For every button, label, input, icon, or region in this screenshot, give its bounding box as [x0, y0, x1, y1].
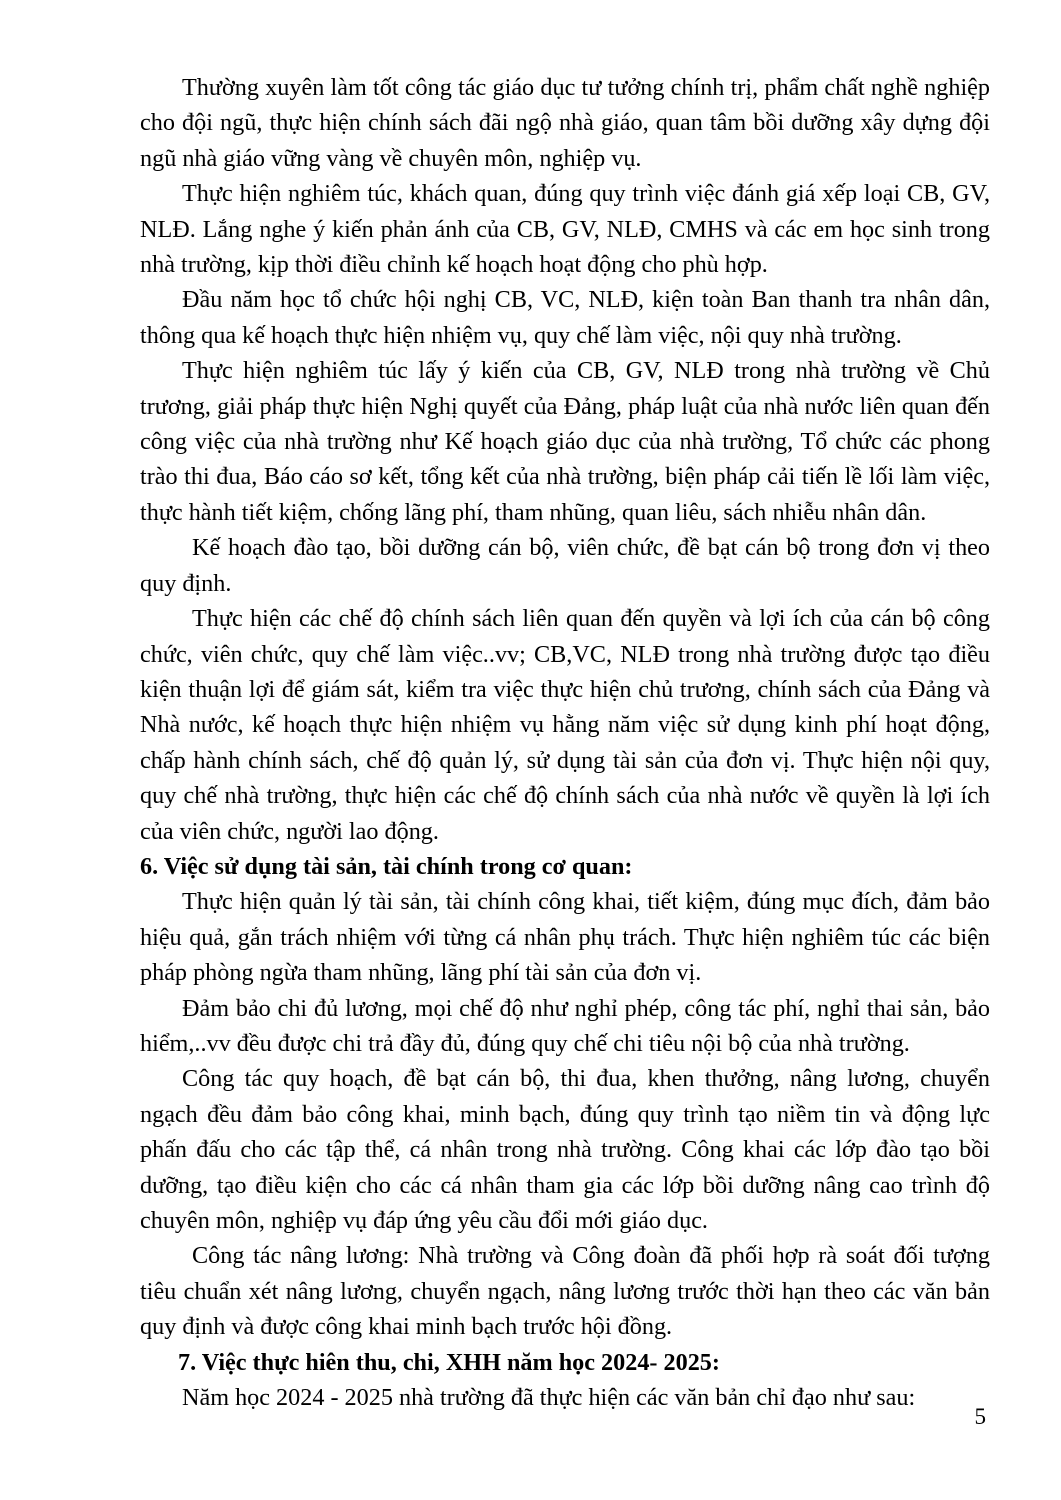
heading-section-6: 6. Việc sử dụng tài sản, tài chính trong cơ quan:	[140, 852, 633, 880]
document-body	[140, 70, 990, 1415]
paragraph-staff-evaluation: Thực hiện nghiêm túc, khách quan, đúng quy trình việc đánh giá xếp loại CB, GV, NLĐ. Lắng nghe ý kiến phản ánh của CB, GV, NLĐ, CMHS và các em học sinh trong nhà trường, kịp thời điều chỉnh kế hoạch hoạt động cho phù hợp.	[140, 180, 990, 279]
paragraph-collecting-opinions: Thực hiện nghiêm túc lấy ý kiến của CB, GV, NLĐ trong nhà trường về Chủ trương, giải pháp thực hiện Nghị quyết của Đảng, pháp luật của nhà nước liên quan đến công việc của nhà trường như Kế hoạch giáo dục của nhà trường, Tổ chức các phong trào thi đua, Báo cáo sơ kết, tổng kết của nhà trường, biện pháp cải tiến lề lối làm việc, thực hành tiết kiệm, chống lãng phí, tham nhũng, quan liêu, sách nhiễu nhân dân.	[140, 357, 990, 526]
paragraph-training-plan: Kế hoạch đào tạo, bồi dưỡng cán bộ, viên chức, đề bạt cán bộ trong đơn vị theo quy định.	[140, 534, 990, 597]
heading-section-7: 7. Việc thực hiên thu, chi, XHH năm học 2024- 2025:	[178, 1348, 720, 1376]
paragraph-salary-payment: Đảm bảo chi đủ lương, mọi chế độ như nghỉ phép, công tác phí, nghỉ thai sản, bảo hiểm,..vv đều được chi trả đầy đủ, đúng quy chế chi tiêu nội bộ của nhà trường.	[140, 994, 990, 1057]
paragraph-school-year-documents: Năm học 2024 - 2025 nhà trường đã thực hiện các văn bản chỉ đạo như sau:	[182, 1384, 916, 1412]
paragraph-salary-raise-work: Công tác nâng lương: Nhà trường và Công đoàn đã phối hợp rà soát đối tượng tiêu chuẩn xét nâng lương, chuyển ngạch, nâng lương trước thời hạn theo các văn bản quy định và được công khai minh bạch trước hội đồng.	[140, 1242, 990, 1341]
paragraph-policies-benefits: Thực hiện các chế độ chính sách liên quan đến quyền và lợi ích của cán bộ công chức, viên chức, quy chế làm việc..vv; CB,VC, NLĐ trong nhà trường được tạo điều kiện thuận lợi để giám sát, kiểm tra việc thực hiện chủ trương, chính sách của Đảng và Nhà nước, kế hoạch thực hiện nhiệm vụ hằng năm việc sử dụng kinh phí hoạt động, chấp hành chính sách, chế độ quản lý, sử dụng tài sản của đơn vị. Thực hiện nội quy, quy chế nhà trường, thực hiện các chế độ chính sách của nhà nước về quyền là lợi ích của viên chức, người lao động.	[140, 605, 990, 845]
paragraph-asset-management: Thực hiện quản lý tài sản, tài chính công khai, tiết kiệm, đúng mục đích, đảm bảo hiệu quả, gắn trách nhiệm với từng cá nhân phụ trách. Thực hiện nghiêm túc các biện pháp phòng ngừa tham nhũng, lãng phí tài sản của đơn vị.	[140, 888, 990, 987]
paragraph-political-education: Thường xuyên làm tốt công tác giáo dục tư tưởng chính trị, phẩm chất nghề nghiệp cho đội ngũ, thực hiện chính sách đãi ngộ nhà giáo, quan tâm bồi dưỡng xây dựng đội ngũ nhà giáo vững vàng về chuyên môn, nghiệp vụ.	[140, 74, 990, 172]
paragraph-school-year-conference: Đầu năm học tổ chức hội nghị CB, VC, NLĐ, kiện toàn Ban thanh tra nhân dân, thông qua kế hoạch thực hiện nhiệm vụ, quy chế làm việc, nội quy nhà trường.	[140, 286, 990, 349]
page-number: 5	[974, 1404, 986, 1429]
paragraph-planning-promotion: Công tác quy hoạch, đề bạt cán bộ, thi đua, khen thưởng, nâng lương, chuyển ngạch đều đảm bảo công khai, minh bạch, đúng quy trình tạo niềm tin và động lực phấn đấu cho các tập thể, cá nhân trong nhà trường. Công khai các lớp đào tạo bồi dưỡng, tạo điều kiện cho các cá nhân tham gia các lớp bồi dưỡng nâng cao trình độ chuyên môn, nghiệp vụ đáp ứng yêu cầu đổi mới giáo dục.	[140, 1065, 990, 1234]
